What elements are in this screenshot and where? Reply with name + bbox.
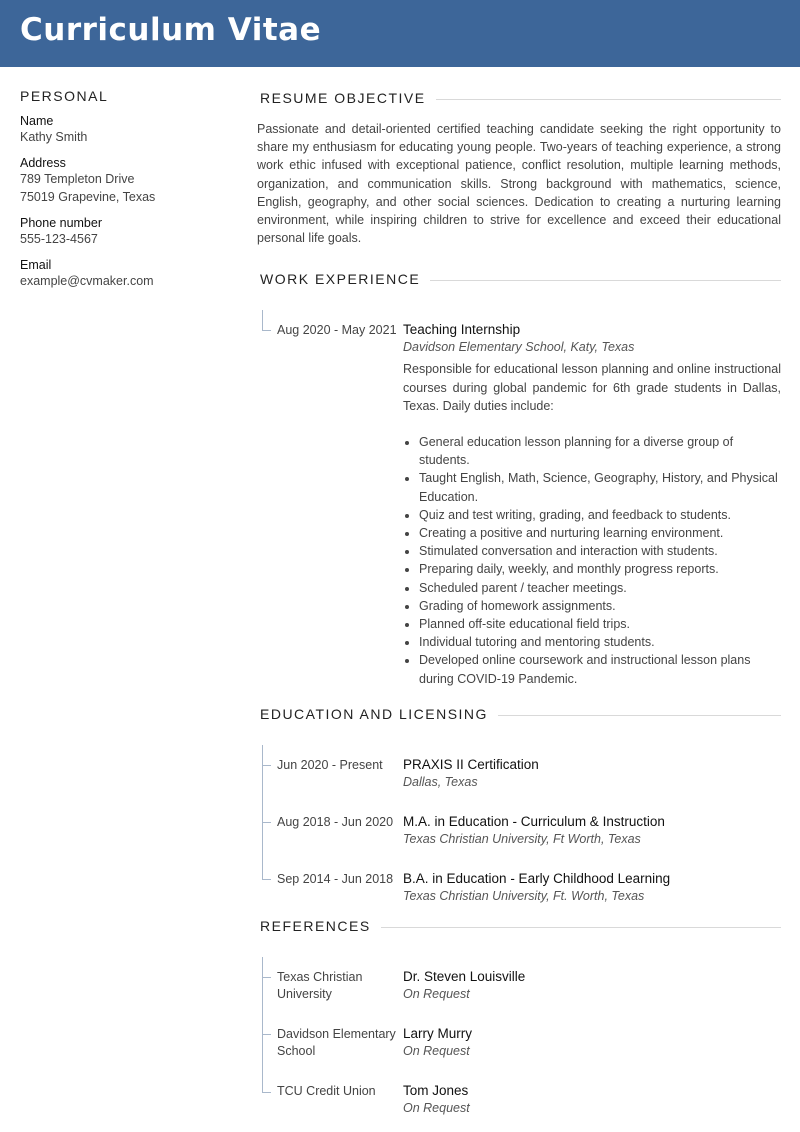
reference-entry <box>403 1082 470 1117</box>
work-description: Responsible for educational lesson planning and online instructional courses during global pandemic for 6th grade students in Dallas, Texas. Daily duties include: <box>403 362 781 413</box>
education-entry <box>403 756 539 791</box>
phone-value: 555-123-4567 <box>20 232 98 246</box>
timeline-tick <box>262 330 271 331</box>
duty-item: • Developed online coursework and instructional lesson plans during COVID-19 Pandemic. <box>419 651 781 687</box>
work-entry <box>257 310 781 687</box>
duty-item: • Planned off-site educational field trips. <box>419 615 781 633</box>
education-entry <box>403 813 665 848</box>
reference-note: On Request <box>403 1043 470 1058</box>
work-date: Aug 2020 - May 2021 <box>277 323 397 338</box>
reference-entry <box>403 968 525 1003</box>
objective-heading: RESUME OBJECTIVE <box>260 90 436 106</box>
education-title: PRAXIS II Certification <box>403 756 539 772</box>
education-date: Aug 2018 - Jun 2020 <box>277 814 394 829</box>
reference-name: Dr. Steven Louisville <box>403 968 526 984</box>
education-subtitle: Texas Christian University, Ft Worth, Texas <box>403 831 641 846</box>
education-entries <box>257 745 781 905</box>
address-line-1: 789 Templeton Drive <box>20 172 135 186</box>
education-title: M.A. in Education - Curriculum & Instruction <box>403 813 665 829</box>
email-value[interactable]: example@cvmaker.com <box>20 274 154 288</box>
email-label: Email <box>20 258 52 272</box>
personal-sidebar <box>20 88 220 290</box>
page-title: Curriculum Vitae <box>20 12 322 48</box>
references-section-header <box>257 916 781 938</box>
duty-item: • Creating a positive and nurturing learning environment. <box>419 524 781 542</box>
timeline-tick <box>262 977 271 978</box>
duties-list <box>403 433 781 688</box>
education-title: B.A. in Education - Early Childhood Learning <box>403 870 671 886</box>
name-value: Kathy Smith <box>20 130 88 144</box>
main-column <box>257 88 781 1122</box>
education-section-header <box>257 704 781 726</box>
objective-section-header <box>257 88 781 110</box>
timeline-tick <box>262 879 271 880</box>
reference-note: On Request <box>403 986 470 1001</box>
timeline-tick <box>262 822 271 823</box>
header-banner <box>0 0 800 67</box>
references-heading: REFERENCES <box>260 918 381 934</box>
education-subtitle: Dallas, Texas <box>403 774 478 789</box>
reference-org: Texas Christian University <box>277 969 363 1001</box>
education-date: Jun 2020 - Present <box>277 757 383 772</box>
address-label: Address <box>20 156 66 170</box>
address-line-2: 75019 Grapevine, Texas <box>20 190 156 204</box>
reference-org: Davidson Elementary School <box>277 1026 396 1058</box>
duty-item: • Grading of homework assignments. <box>419 597 781 615</box>
personal-heading: PERSONAL <box>20 88 109 104</box>
reference-org: TCU Credit Union <box>277 1083 376 1098</box>
duty-item: • General education lesson planning for a diverse group of students. <box>419 433 781 469</box>
work-section-header <box>257 269 781 291</box>
reference-note: On Request <box>403 1100 470 1115</box>
reference-entry <box>403 1025 472 1060</box>
education-date: Sep 2014 - Jun 2018 <box>277 871 394 886</box>
duty-item: • Individual tutoring and mentoring students. <box>419 633 781 651</box>
timeline-tick <box>262 1034 271 1035</box>
name-label: Name <box>20 114 54 128</box>
duty-item: • Stimulated conversation and interaction with students. <box>419 542 781 560</box>
education-heading: EDUCATION AND LICENSING <box>260 706 498 722</box>
reference-name: Tom Jones <box>403 1082 469 1098</box>
work-role: Teaching Internship <box>403 322 521 338</box>
work-heading: WORK EXPERIENCE <box>260 271 430 287</box>
references-entries <box>257 957 781 1122</box>
timeline-tick <box>262 1092 271 1093</box>
timeline-tick <box>262 765 271 766</box>
duty-item: • Quiz and test writing, grading, and feedback to students. <box>419 506 781 524</box>
phone-label: Phone number <box>20 216 103 230</box>
work-org: Davidson Elementary School, Katy, Texas <box>403 340 635 355</box>
work-entries <box>257 310 781 687</box>
duty-item: • Taught English, Math, Science, Geography, History, and Physical Education. <box>419 469 781 505</box>
duty-item: • Scheduled parent / teacher meetings. <box>419 579 781 597</box>
reference-name: Larry Murry <box>403 1025 473 1041</box>
education-entry <box>403 870 670 905</box>
objective-text: Passionate and detail-oriented certified teaching candidate seeking the right opportunity to share my enthusiasm for educating young people. Two-years of teaching experience, a strong work ethic infused with exceptional patience, conflict resolution, multiple learning methods, organization, and communication skills. Strong background with mathematics, science, English, geography, and other social sciences. Dedication to creating a nurturing learning environment, while inspiring children to strive for excellence and exceed their educational personal life goals. <box>257 122 781 246</box>
education-subtitle: Texas Christian University, Ft. Worth, Texas <box>403 888 645 903</box>
duty-item: • Preparing daily, weekly, and monthly progress reports. <box>419 560 781 578</box>
